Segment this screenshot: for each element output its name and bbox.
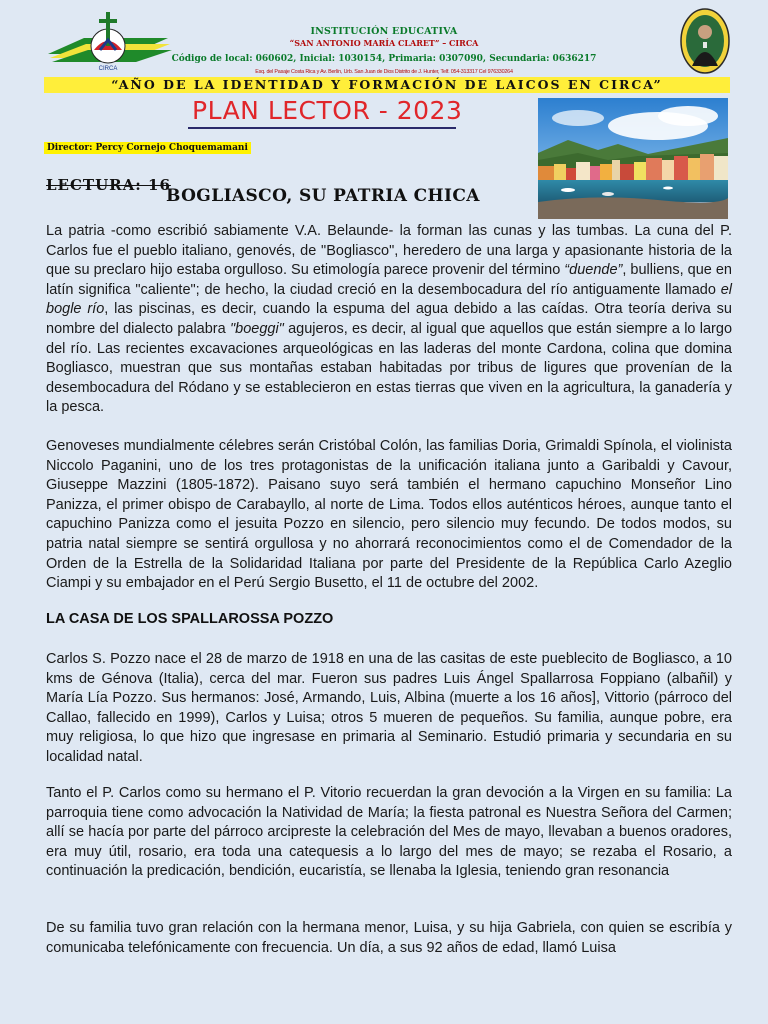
- paragraph-familia: De su familia tuvo gran relación con la hermana menor, Luisa, y su hija Gabriela, con quien se escribía y comunicaba telefónicamente con frecuencia. Un día, a sus 92 años de edad, llamó Luisa: [46, 920, 732, 956]
- institution-label: INSTITUCIÓN EDUCATIVA: [310, 26, 458, 37]
- title-underline: [188, 127, 456, 129]
- paragraph-devocion: Tanto el P. Carlos como su hermano el P. Vitorio recuerdan la gran devoción a la Virgen en su familia: La parroquia tiene como advocación la Natividad de María; la fiesta patronal es Nuestra Señora del Carmen; allí se hacía por parte del párroco arcipreste la celebración del Mes de mayo, llevaban a buenos oradores, era muy útil, rosario, era toda una catequesis a lo largo del mes de mayo; se rezaba el Rosario, a continuación la predicación, bendición, eucaristía, se llenaba la Iglesia, teniendo gran resonancia: [46, 785, 732, 880]
- section-heading: LA CASA DE LOS SPALLAROSSA POZZO: [46, 611, 334, 627]
- paragraph-patria: La patria -como escribió sabiamente V.A. Belaunde- la forman las cunas y las tumbas. La cuna del P. Carlos fue el pueblo italiano, genovés, de "Bogliasco", heredero de una larga y apasionante historia de la que su preclaro hijo estaba orgulloso. Su etimología parece provenir del término “duende”, bulliens, que en latín significa "caliente"; de hecho, la ciudad creció en la desembocadura del río antiguamente llamado el bogle río, las piscinas, es decir, cuando la espuma del agua debido a las caídas. Otra teoría deriva su nombre del dialecto palabra "boeggi" agujeros, es decir, al igual que aquellos que están siempre a lo largo del río. Las recientes excavaciones arqueológicas en las laderas del monte Cardona, colina que domina Bogliasco, muestran que sus montañas estaban habitadas por tribus de ligures que provenían de la desembocadura del Ródano y se establecieron en estas tierras que viven en la agricultura, la ganadería y la pesca.: [46, 223, 733, 416]
- year-motto-banner: “AÑO DE LA IDENTIDAD Y FORMACIÓN DE LAICOS EN CIRCA”: [44, 77, 730, 93]
- page-title: PLAN LECTOR - 2023: [192, 96, 463, 125]
- school-address: Esq. del Pasaje Costa Rica y Av. Berlín, Urb. San Juan de Dios Distrito de J. Hunter, Telf. 054-313317 Cel 976330264: [255, 69, 513, 75]
- school-name: “SAN ANTONIO MARÍA CLARET” – CIRCA: [289, 38, 479, 48]
- svg-text:CIRCA: CIRCA: [98, 66, 118, 72]
- director-label: Director: Percy Cornejo Choquemamani: [44, 142, 251, 154]
- reading-title: BOGLIASCO, SU PATRIA CHICA: [166, 186, 480, 206]
- founder-seal-icon: [680, 8, 730, 74]
- school-codes: Código de local: 060602, Inicial: 1030154, Primaria: 0307090, Secundaria: 0636217: [171, 54, 597, 64]
- bogliasco-photo: [538, 98, 728, 219]
- reading-number: LECTURA: 16: [46, 176, 171, 194]
- paragraph-genoveses: Genoveses mundialmente célebres serán Cristóbal Colón, las familias Doria, Grimaldi Spínola, el violinista Niccolo Paganini, uno de los tres protagonistas de la unificación italiana junto a Garibaldi y Cavour, Giuseppe Mazzini (1805-1872). Paisano suyo será también el hermano capuchino Monseñor Lino Panizza, el primer obispo de Carabayllo, al norte de Lima. Todos ellos auténticos héroes, aunque tanto el capuchino Panizza como el jesuita Pozzo en silencio, pero silencio muy fecundo. De todos modos, su patria natal siempre se sentirá orgullosa y no ahorrará reconocimientos como el de Comendador de la Orden de la Estrella de la Solidaridad Italiana por parte del Presidente de la República Carlo Azeglio Ciampi y su embajador en el Perú Sergio Busetto, el 11 de octubre del 2002.: [46, 438, 732, 592]
- paragraph-nacimiento: Carlos S. Pozzo nace el 28 de marzo de 1918 en una de las casitas de este pueblecito de Bogliasco, a 10 kms de Génova (Italia), cerca del mar. Fueron sus padres Luis Ángel Spallarrosa Foppiano (albañil) y María Lía Pozzo. Sus hermanos: José, Armando, Luis, Albina (muerte a los 16 años], Vittorio (párroco del Callao, fallecido en 1999), Carlos y Luisa; otros 5 mueren de pequeños. Su familia, aunque pobre, era muy religiosa, lo que hizo que ingresase en primaria al Seminario. Estudió primaria y secundaria en su localidad natal.: [46, 651, 732, 765]
